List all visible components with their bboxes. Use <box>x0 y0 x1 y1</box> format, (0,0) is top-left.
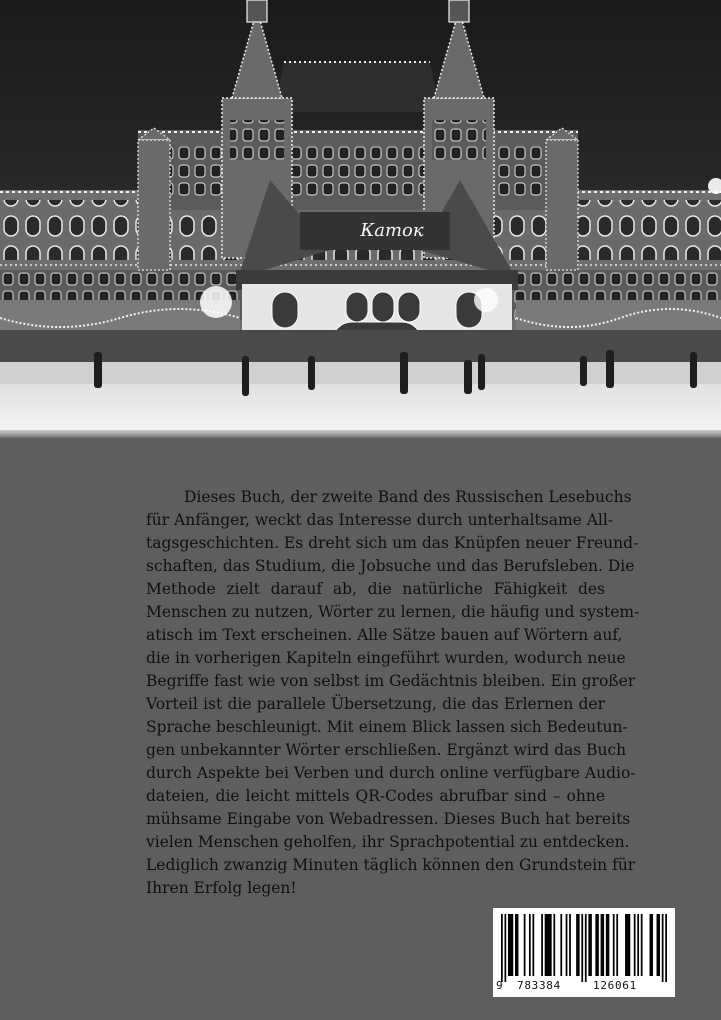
description-line: Vorteil ist die parallele Übersetzung, die das Erlernen der <box>146 695 605 713</box>
barcode-bar <box>576 914 579 976</box>
barcode-left-group: 783384 <box>517 979 561 992</box>
gum-building-skating-rink-illustration <box>0 0 721 432</box>
description-line: atisch im Text erscheinen. Alle Sätze bauen auf Wörtern auf, <box>146 626 623 644</box>
description-line: Sprache beschleunigt. Mit einem Blick lassen sich Bedeutun- <box>146 718 628 736</box>
barcode-bar <box>501 914 503 982</box>
description-line: tagsgeschichten. Es dreht sich um das Knüpfen neuer Freund- <box>146 534 639 552</box>
isbn-barcode <box>493 908 675 997</box>
barcode-bar <box>569 914 571 976</box>
book-description <box>146 486 640 900</box>
cover-photo <box>0 0 721 432</box>
barcode-bar <box>601 914 604 976</box>
description-line: Begriffe fast wie von selbst im Gedächtnis bleiben. Ein großer <box>146 672 636 690</box>
barcode-bar <box>616 914 618 976</box>
barcode-bar <box>515 914 518 976</box>
photo-divider <box>0 430 721 438</box>
description-line: durch Aspekte bei Verben und durch online verfügbare Audio- <box>146 764 636 782</box>
description-line: für Anfänger, weckt das Interesse durch unterhaltsame All- <box>146 511 614 529</box>
description-line: dateien, die leicht mittels QR-Codes abrufbar sind – ohne <box>146 787 605 805</box>
description-line: Methode zielt darauf ab, die natürliche Fähigkeit des <box>146 580 605 598</box>
storefront-sign: Каток <box>360 220 424 241</box>
barcode-bar <box>566 914 568 976</box>
barcode-bar <box>508 914 513 976</box>
description-line: Lediglich zwanzig Minuten täglich können den Grundstein für <box>146 856 636 874</box>
description-line: gen unbekannter Wörter erschließen. Ergänzt wird das Buch <box>146 741 627 759</box>
barcode-bars <box>501 914 667 982</box>
barcode-bar <box>529 914 531 976</box>
barcode-bar <box>541 914 543 976</box>
barcode-bar <box>545 914 552 976</box>
barcode-bar <box>606 914 609 976</box>
description-line: mühsame Eingabe von Webadressen. Dieses Buch hat bereits <box>146 810 631 828</box>
barcode-bar <box>588 914 591 976</box>
description-line: die in vorherigen Kapiteln eingeführt wurden, wodurch neue <box>146 649 626 667</box>
barcode-bar <box>662 914 664 982</box>
barcode-digits <box>493 979 675 995</box>
barcode-bar <box>637 914 639 976</box>
barcode-bar <box>595 914 598 976</box>
description-line: Menschen zu nutzen, Wörter zu lernen, die häufig und system- <box>146 603 640 621</box>
barcode-bar <box>524 914 526 976</box>
barcode-bar <box>504 914 506 982</box>
description-line: vielen Menschen geholfen, ihr Sprachpotential zu entdecken. <box>146 833 630 851</box>
barcode-bar <box>634 914 636 976</box>
barcode-lead-digit: 9 <box>496 979 503 992</box>
barcode-bar <box>560 914 562 976</box>
barcode-bar <box>532 914 534 976</box>
description-line: Ihren Erfolg legen! <box>146 879 297 897</box>
barcode-bar <box>625 914 630 976</box>
barcode-bar <box>665 914 667 982</box>
barcode-bar <box>613 914 615 976</box>
barcode-bar <box>553 914 555 976</box>
description-line: Dieses Buch, der zweite Band des Russischen Lesebuchs <box>184 488 632 506</box>
barcode-bar <box>585 914 587 982</box>
barcode-bar <box>641 914 643 976</box>
barcode-bar <box>581 914 583 982</box>
description-line: schaften, das Studium, die Jobsuche und das Berufsleben. Die <box>146 557 635 575</box>
barcode-bar <box>650 914 653 976</box>
barcode-right-group: 126061 <box>593 979 637 992</box>
barcode-bar <box>657 914 660 976</box>
